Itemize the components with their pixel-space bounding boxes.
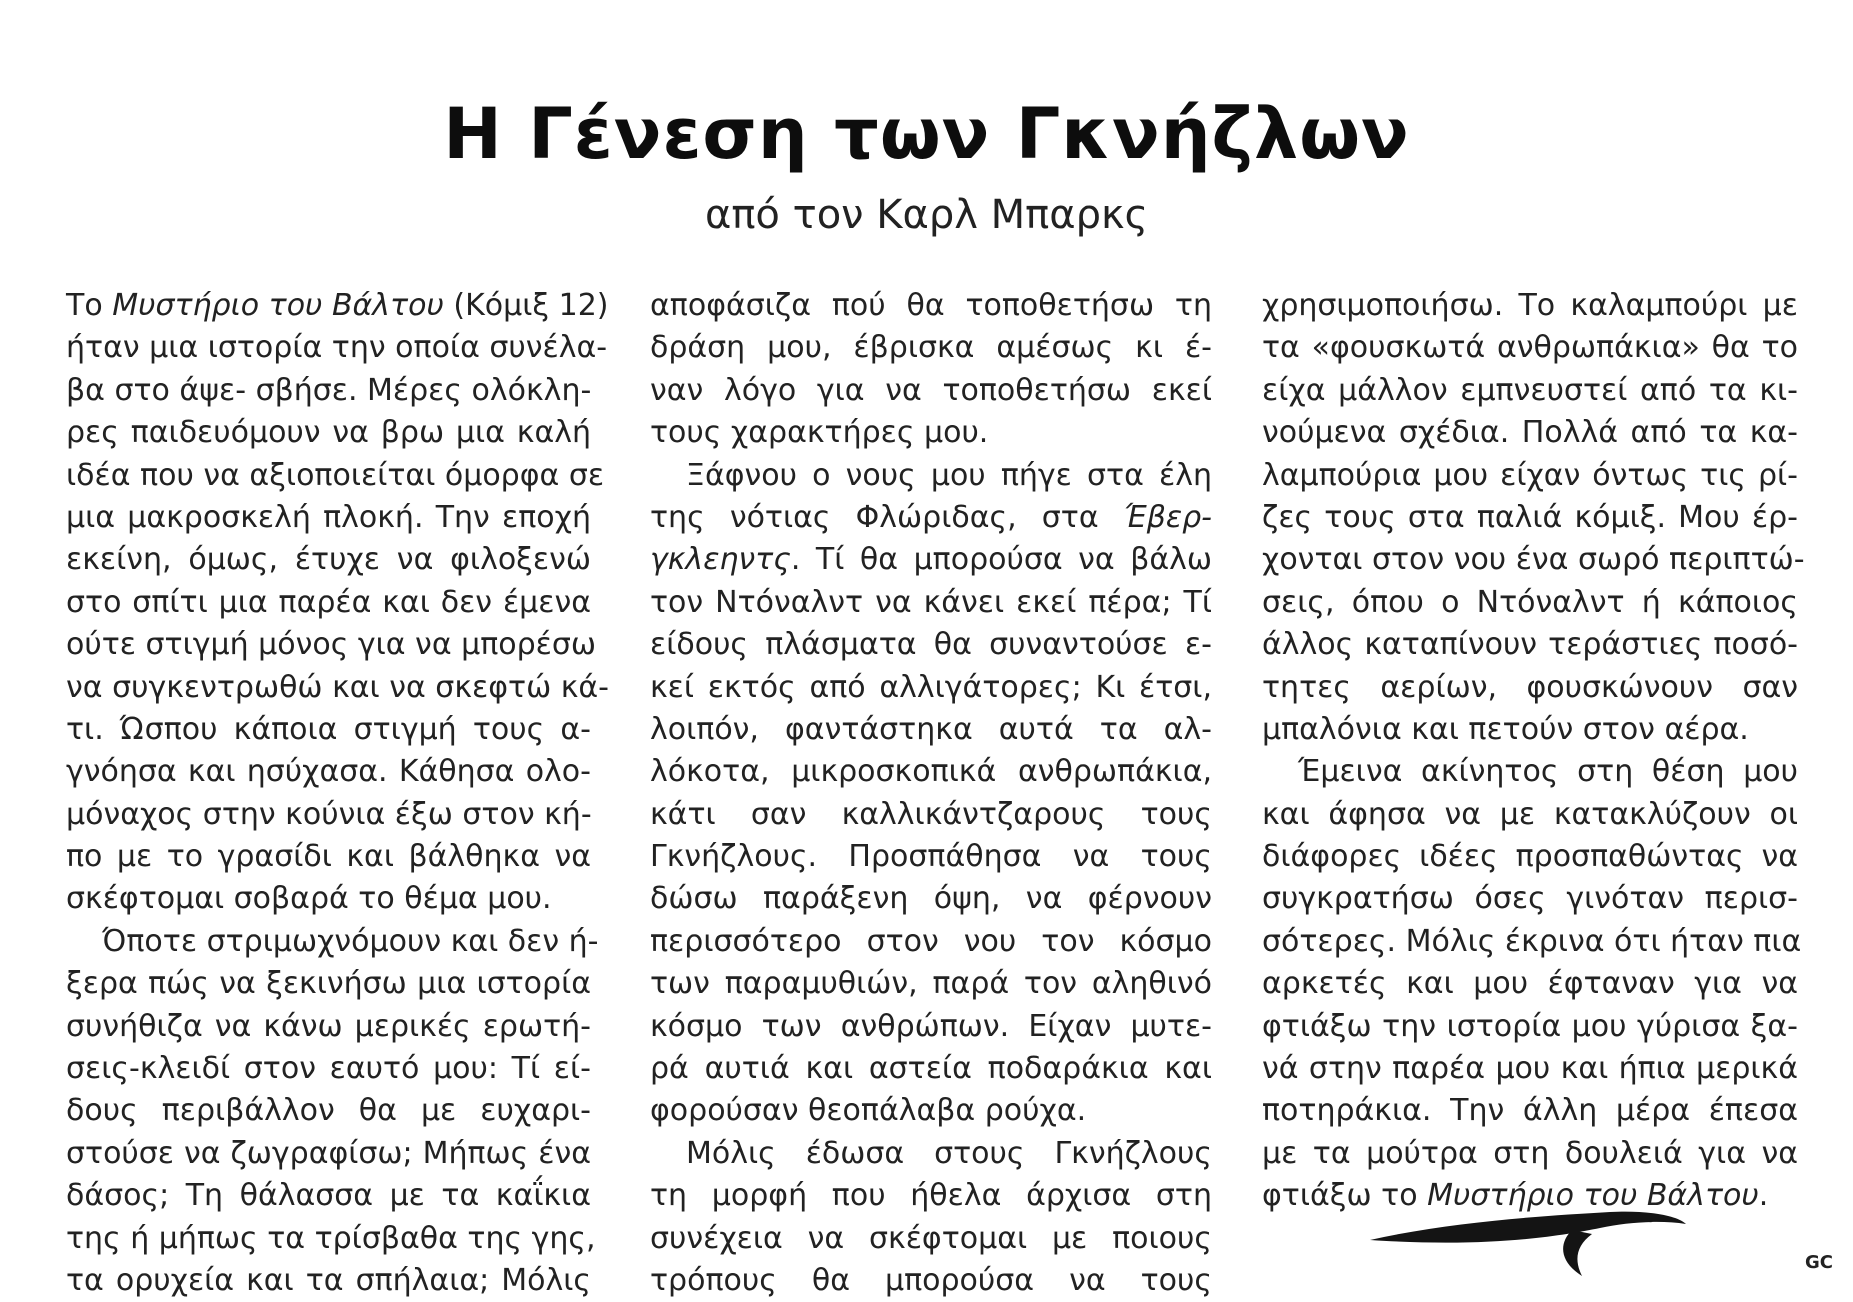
text-line (650, 1175, 1212, 1217)
text-line (66, 582, 591, 624)
text-run: τρόπους θα μπορούσα να τους (650, 1262, 1212, 1298)
text-run: δους περιβάλλον θα με ευχαρι- (66, 1093, 591, 1129)
text-run: πο με το γρασίδι και βάλθηκα να (66, 839, 591, 875)
text-run: γνόησα και ησύχασα. Κάθησα ολο- (66, 754, 591, 790)
text-run: τα «φουσκωτά ανθρωπάκια» θα το (1262, 330, 1798, 366)
text-line (650, 751, 1212, 793)
text-run: να συγκεντρωθώ και να σκεφτώ κά- (66, 669, 610, 705)
text-line (1262, 1006, 1798, 1048)
text-run: Γκνήζλους. Προσπάθησα να τους (650, 839, 1212, 875)
text-run: μια μακροσκελή πλοκή. Την εποχή (66, 499, 591, 535)
text-line (650, 878, 1212, 920)
text-line (650, 412, 1212, 454)
text-line (66, 1260, 591, 1302)
text-line (66, 370, 591, 412)
italic-title-text: γκλεηντς (650, 542, 791, 578)
end-ornament-icon (1360, 1190, 1690, 1280)
text-line (650, 327, 1212, 369)
text-run: δράση μου, έβρισκα αμέσως κι έ- (650, 330, 1212, 366)
text-line (1262, 455, 1798, 497)
text-line (1262, 921, 1802, 963)
text-line (1262, 1133, 1798, 1175)
article-title: Η Γένεση των Γκνήζλων (443, 93, 1410, 175)
text-run: νούμενα σχέδια. Πολλά από τα κα- (1262, 415, 1798, 451)
text-run: σεις-κλειδί στον εαυτό μου: Τί εί- (66, 1051, 591, 1087)
text-run: νά στην παρέα μου και ήπια μερικά (1262, 1051, 1798, 1087)
text-line (66, 1133, 591, 1175)
text-line (66, 455, 605, 497)
text-line (650, 836, 1212, 878)
text-run: και άφησα να με κατακλύζουν οι (1262, 796, 1798, 832)
text-line (1262, 412, 1798, 454)
text-run: είδους πλάσματα θα συναντούσε ε- (650, 627, 1212, 663)
text-line (650, 1218, 1212, 1260)
text-run: τητες αερίων, φουσκώνουν σαν (1262, 669, 1798, 705)
text-line (66, 836, 591, 878)
text-line (66, 1175, 591, 1217)
text-run: ξερα πώς να ξεκινήσω μια ιστορία (66, 966, 591, 1002)
text-line (650, 539, 1212, 581)
text-line (1262, 539, 1805, 581)
text-line (1262, 1048, 1798, 1090)
text-line (66, 1218, 596, 1260)
text-line (650, 709, 1212, 751)
text-run: τα ορυχεία και τα σπήλαια; Μόλις (66, 1262, 591, 1298)
text-line (650, 582, 1212, 624)
text-line (66, 624, 597, 666)
text-run: είχα μάλλον εμπνευστεί από τα κι- (1262, 372, 1798, 408)
text-run: ούτε στιγμή μόνος για να μπορέσω (66, 627, 597, 663)
italic-title-text: Μυστήριο του Βάλτου (1427, 1178, 1759, 1214)
text-line (66, 497, 591, 539)
text-run: σεις, όπου ο Ντόναλντ ή κάποιος (1262, 584, 1798, 620)
text-run: μπαλόνια και πετούν στον αέρα. (1262, 711, 1749, 747)
text-run: Όποτε στριμωχνόμουν και δεν ή- (102, 923, 599, 959)
text-line (66, 921, 599, 963)
text-run: σκέφτομαι σοβαρά το θέμα μου. (66, 881, 552, 917)
text-line (650, 624, 1212, 666)
text-line (1262, 327, 1798, 369)
text-line (650, 370, 1212, 412)
text-run: φτιάξω το (1262, 1178, 1428, 1214)
text-run: ρά αυτιά και αστεία ποδαράκια και (650, 1051, 1212, 1087)
signature-mark: GC (1805, 1252, 1833, 1273)
text-run: αποφάσιζα πού θα τοποθετήσω τη (650, 288, 1212, 323)
text-line (66, 412, 591, 454)
italic-title-text: Μυστήριο του Βάλτου (112, 288, 444, 323)
text-line (66, 1048, 591, 1090)
text-run: λόκοτα, μικροσκοπικά ανθρωπάκια, (650, 754, 1212, 790)
text-run: εκείνη, όμως, έτυχε να φιλοξενώ (66, 542, 591, 578)
text-line (1262, 794, 1798, 836)
text-run: τι. Ώσπου κάποια στιγμή τους α- (66, 711, 591, 747)
text-line (66, 539, 591, 581)
text-run: με τα μούτρα στη δουλειά για να (1262, 1135, 1798, 1171)
text-run: μόναχος στην κούνια έξω στον κή- (66, 796, 592, 832)
text-line (1262, 497, 1798, 539)
text-line (650, 455, 1212, 497)
italic-title-text: Έβερ- (1123, 499, 1212, 535)
text-run: Έμεινα ακίνητος στη θέση μου (1298, 754, 1798, 790)
text-line (650, 667, 1212, 709)
text-run: συγκρατήσω όσες γινόταν περισ- (1262, 881, 1798, 917)
text-line (66, 751, 591, 793)
text-run: δώσω παράξενη όψη, να φέρνουν (650, 881, 1212, 917)
text-line (1262, 624, 1798, 666)
text-line (66, 963, 591, 1005)
text-run: κόσμο των ανθρώπων. Είχαν μυτε- (650, 1008, 1212, 1044)
text-line (650, 794, 1212, 836)
text-column-2 (650, 285, 1212, 1302)
text-run: ρες παιδευόμουν να βρω μια καλή (66, 415, 591, 451)
text-run: τους χαρακτήρες μου. (650, 415, 989, 451)
text-run: χρησιμοποιήσω. Το καλαμπούρι με (1262, 288, 1798, 323)
text-run: βα στο άψε- σβήσε. Μέρες ολόκλη- (66, 372, 592, 408)
text-run: κεί εκτός από αλλιγάτορες; Κι έτσι, (650, 669, 1212, 705)
article-byline: από τον Καρλ Μπαρκς (704, 192, 1149, 238)
text-run: τον Ντόναλντ να κάνει εκεί πέρα; Τί (650, 584, 1212, 620)
text-line (66, 667, 610, 709)
text-run: Το (66, 288, 113, 323)
text-run: στο σπίτι μια παρέα και δεν έμενα (66, 584, 591, 620)
text-line (650, 1260, 1212, 1302)
text-line (650, 497, 1212, 539)
text-line (66, 327, 608, 369)
text-run: (Κόμιξ 12) (443, 288, 609, 323)
text-line (650, 1048, 1212, 1090)
text-run: περισσότερο στον νου τον κόσμο (650, 923, 1212, 959)
text-line (66, 1090, 591, 1132)
text-line (1262, 709, 1798, 751)
text-run: χονται στον νου ένα σωρό περιπτώ- (1262, 542, 1805, 578)
text-line (1262, 751, 1798, 793)
text-line (1262, 370, 1798, 412)
text-run: Μόλις έδωσα στους Γκνήζλους (686, 1135, 1212, 1171)
text-run: άλλος καταπίνουν τεράστιες ποσό- (1262, 627, 1798, 663)
text-run: της ή μήπως τα τρίσβαθα της γης, (66, 1220, 596, 1256)
text-line (650, 285, 1212, 327)
text-run: λοιπόν, φαντάστηκα αυτά τα αλ- (650, 711, 1212, 747)
text-line (650, 1006, 1212, 1048)
text-run: ναν λόγο για να τοποθετήσω εκεί (650, 372, 1212, 408)
text-run: διάφορες ιδέες προσπαθώντας να (1262, 839, 1798, 875)
text-line (1262, 1090, 1798, 1132)
text-run: ποτηράκια. Την άλλη μέρα έπεσα (1262, 1093, 1798, 1129)
text-run: των παραμυθιών, παρά τον αληθινό (650, 966, 1212, 1002)
text-run: λαμπούρια μου είχαν όντως τις ρί- (1262, 457, 1798, 493)
text-line (1262, 582, 1798, 624)
text-run: φτιάξω την ιστορία μου γύρισα ξα- (1262, 1008, 1798, 1044)
text-run: της νότιας Φλώριδας, στα (650, 499, 1124, 535)
text-line (1262, 285, 1798, 327)
text-line (66, 1006, 591, 1048)
text-line (66, 285, 609, 327)
text-run: στούσε να ζωγραφίσω; Μήπως ένα (66, 1135, 591, 1171)
text-line (1262, 667, 1798, 709)
text-run: . (1758, 1178, 1769, 1214)
text-line (66, 878, 591, 920)
text-run: ήταν μια ιστορία την οποία συνέλα- (66, 330, 608, 366)
text-line (650, 921, 1212, 963)
text-line (66, 709, 591, 751)
text-run: . Τί θα μπορούσα να βάλω (790, 542, 1212, 578)
text-line (1262, 878, 1798, 920)
text-run: τη μορφή που ήθελα άρχισα στη (650, 1178, 1212, 1214)
text-run: φορούσαν θεοπάλαβα ρούχα. (650, 1093, 1087, 1129)
text-line (66, 794, 591, 836)
text-run: ζες τους στα παλιά κόμιξ. Μου έρ- (1262, 499, 1798, 535)
text-run: Ξάφνου ο νους μου πήγε στα έλη (686, 457, 1212, 493)
text-run: σότερες. Μόλις έκρινα ότι ήταν πια (1262, 923, 1802, 959)
text-line (1262, 963, 1798, 1005)
text-run: δάσος; Τη θάλασσα με τα καΐκια (66, 1178, 591, 1214)
text-column-1 (66, 285, 610, 1302)
text-run: συνήθιζα να κάνω μερικές ερωτή- (66, 1008, 591, 1044)
text-line (1262, 836, 1798, 878)
text-line (650, 1133, 1212, 1175)
text-line (650, 1090, 1212, 1132)
text-run: κάτι σαν καλλικάντζαρους τους (650, 796, 1212, 832)
text-line (650, 963, 1212, 1005)
text-run: συνέχεια να σκέφτομαι με ποιους (650, 1220, 1212, 1256)
text-run: αρκετές και μου έφταναν για να (1262, 966, 1798, 1002)
text-run: ιδέα που να αξιοποιείται όμορφα σε (66, 457, 605, 493)
text-column-3 (1262, 285, 1805, 1218)
